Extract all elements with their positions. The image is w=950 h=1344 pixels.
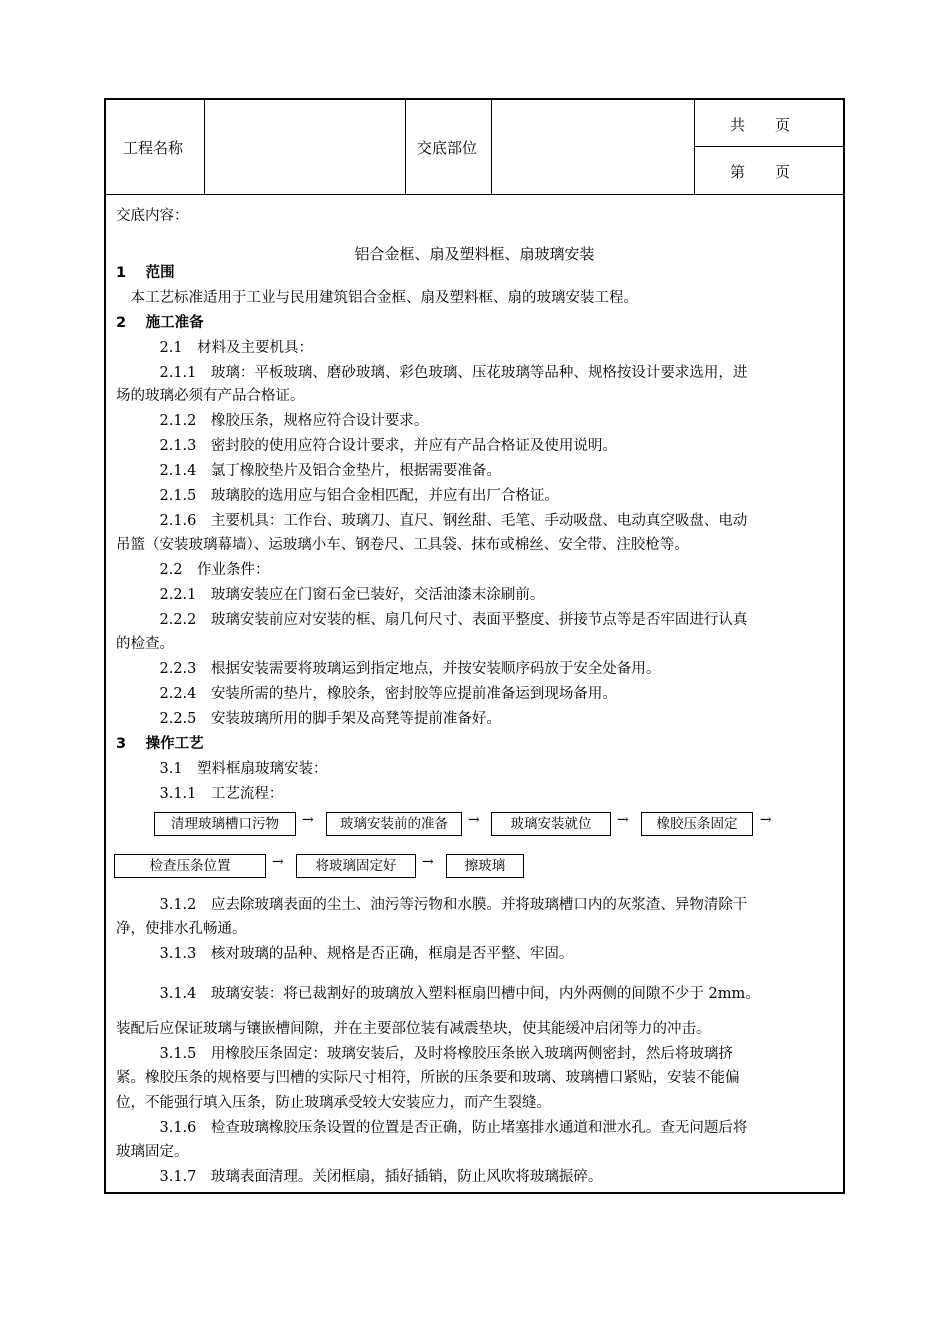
handover-part-value[interactable] [504, 130, 684, 170]
divider [405, 100, 406, 194]
section-heading: 2 施工准备 [116, 315, 204, 331]
text-line: 3.1.3 核对玻璃的品种、规格是否正确，框扇是否平整、牢固。 [116, 946, 574, 962]
text-line: 紧。橡胶压条的规格要与凹槽的实际尺寸相符，所嵌的压条要和玻璃、玻璃槽口紧贴，安装不能偏 [116, 1070, 740, 1086]
text-line: 3.1.4 玻璃安装：将已裁割好的玻璃放入塑料框扇凹槽中间，内外两侧的间隙不少于 2mm。 [116, 986, 760, 1002]
text-line: 2.2.1 玻璃安装应在门窗石金已装好，交活油漆末涂刷前。 [116, 587, 545, 603]
divider [204, 100, 205, 194]
arrow-icon: → [468, 812, 480, 828]
text-line: 3.1.2 应去除玻璃表面的尘土、油污等污物和水膜。并将玻璃槽口内的灰浆渣、异物清除干 [116, 897, 748, 913]
project-name-label: 工程名称 [123, 139, 184, 157]
text-line: 吊篮（安装玻璃幕墙）、运玻璃小车、钢卷尺、工具袋、抹布或棉丝、安全带、注胶枪等。 [116, 537, 689, 553]
text-line: 2.2.4 安装所需的垫片，橡胶条，密封胶等应提前准备运到现场备用。 [116, 686, 617, 702]
text-line: 本工艺标准适用于工业与民用建筑铝合金框、扇及塑料框、扇的玻璃安装工程。 [116, 290, 638, 306]
flow-step-position: 玻璃安装就位 [491, 812, 611, 836]
text-line: 的检查。 [116, 636, 174, 652]
doc-title: 铝合金框、扇及塑料框、扇玻璃安装 [354, 245, 595, 263]
divider [694, 100, 695, 194]
text-line: 2.1.6 主要机具：工作台、玻璃刀、直尺、钢丝甜、毛笔、手动吸盘、电动真空吸盘、电动 [116, 513, 748, 529]
flow-step-fix-glass: 将玻璃固定好 [296, 854, 416, 878]
flow-step-rubber-strip: 橡胶压条固定 [641, 812, 753, 836]
text-line: 3.1.7 玻璃表面清理。关闭框扇，插好插销，防止风吹将玻璃振碎。 [116, 1169, 603, 1185]
text-line: 2.1.3 密封胶的使用应符合设计要求，并应有产品合格证及使用说明。 [116, 438, 617, 454]
project-name-value[interactable] [218, 130, 398, 170]
arrow-icon: → [617, 812, 629, 828]
text-line: 2.1.2 橡胶压条，规格应符合设计要求。 [116, 413, 429, 429]
arrow-icon: → [272, 854, 284, 870]
arrow-icon: → [302, 812, 314, 828]
divider [694, 146, 843, 147]
content-label: 交底内容： [116, 208, 189, 224]
flow-step-prepare: 玻璃安装前的准备 [326, 812, 462, 836]
flow-step-wipe-glass: 擦玻璃 [446, 854, 524, 878]
text-line: 2.1.4 氯丁橡胶垫片及铝合金垫片，根据需要准备。 [116, 463, 501, 479]
text-line: 2.1 材料及主要机具： [116, 340, 314, 356]
text-line: 位，不能强行填入压条，防止玻璃承受较大安装应力，而产生裂缝。 [116, 1095, 551, 1111]
flow-step-clean-groove: 清理玻璃槽口污物 [154, 812, 296, 836]
text-line: 场的玻璃必须有产品合格证。 [116, 388, 305, 404]
handover-part-label: 交底部位 [417, 139, 478, 157]
text-line: 玻璃固定。 [116, 1144, 189, 1160]
section-heading: 1 范围 [116, 265, 175, 281]
arrow-icon: → [422, 854, 434, 870]
text-line: 装配后应保证玻璃与镶嵌槽间隙，并在主要部位装有减震垫块，使其能缓冲启闭等力的冲击。 [116, 1021, 711, 1037]
text-line: 3.1 塑料框扇玻璃安装： [116, 761, 328, 777]
flow-step-check-strip: 检查压条位置 [114, 854, 266, 878]
arrow-icon: → [760, 812, 772, 828]
text-line: 3.1.6 检查玻璃橡胶压条设置的位置是否正确，防止堵塞排水通道和泄水孔。查无问题后将 [116, 1120, 748, 1136]
divider [491, 100, 492, 194]
total-pages-label: 共 页 [730, 116, 791, 134]
text-line: 2.2 作业条件： [116, 562, 270, 578]
page-number-label: 第 页 [730, 163, 791, 181]
section-heading: 3 操作工艺 [116, 736, 204, 752]
text-line: 净，使排水孔畅通。 [116, 921, 247, 937]
text-line: 2.2.3 根据安装需要将玻璃运到指定地点，并按安装顺序码放于安全处备用。 [116, 661, 661, 677]
text-line: 2.2.2 玻璃安装前应对安装的框、扇几何尺寸、表面平整度、拼接节点等是否牢固进行认真 [116, 612, 748, 628]
text-line: 2.1.5 玻璃胶的选用应与铝合金相匹配，并应有出厂合格证。 [116, 488, 559, 504]
text-line: 3.1.5 用橡胶压条固定：玻璃安装后，及时将橡胶压条嵌入玻璃两侧密封，然后将玻璃挤 [116, 1046, 733, 1062]
handover-document-frame [104, 98, 845, 1194]
text-line: 3.1.1 工艺流程： [116, 786, 284, 802]
header-table [106, 100, 843, 195]
text-line: 2.2.5 安装玻璃所用的脚手架及高凳等提前准备好。 [116, 711, 501, 727]
text-line: 2.1.1 玻璃：平板玻璃、磨砂玻璃、彩色玻璃、压花玻璃等品种、规格按设计要求选用，进 [116, 365, 748, 381]
